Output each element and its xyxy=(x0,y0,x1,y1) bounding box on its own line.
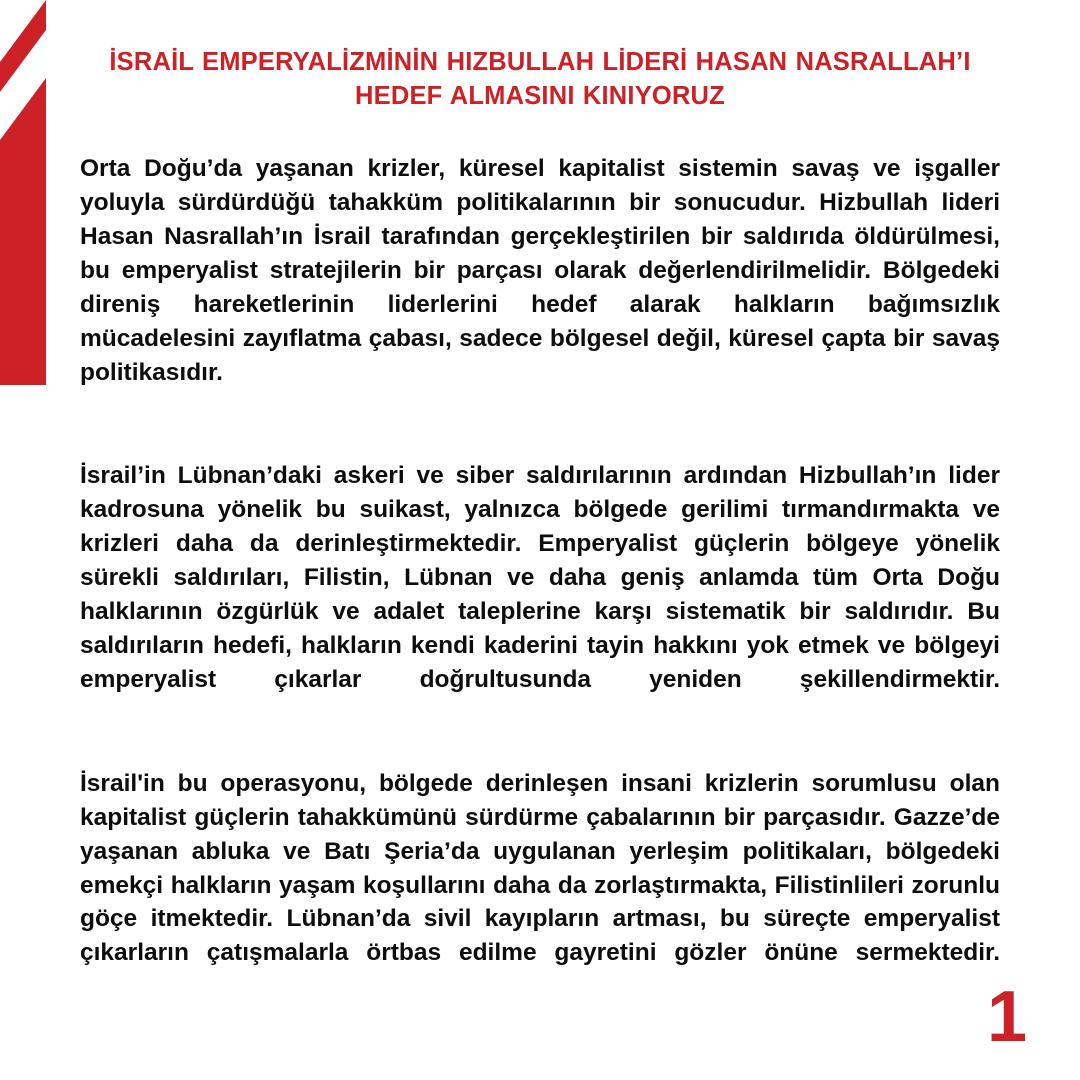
paragraph-2: İsrail’in Lübnan’daki askeri ve siber saldırılarının ardından Hizbullah’ın lider kadrosuna yönelik bu suikast, yalnızca bölgede gerilimi tırmandırmakta ve krizleri daha da derinleştirmektedir. Emperyalist güçlerin bölgeye yönelik sürekli saldırıları, Filistin, Lübnan ve daha geniş anlamda tüm Orta Doğu halklarının özgürlük ve adalet taleplerine karşı sistematik bir saldırıdır. Bu saldırıların hedefi, halkların kendi kaderini tayin hakkını yok etmek ve bölgeyi emperyalist çıkarlar doğrultusunda yeniden şekillendirmektir. xyxy=(80,462,1000,693)
paragraph-1: Orta Doğu’da yaşanan krizler, küresel kapitalist sistemin savaş ve işgaller yoluyla sürdürdüğü tahakküm politikalarının bir sonucudur. Hizbullah lideri Hasan Nasrallah’ın İsrail tarafından gerçekleştirilen bir saldırıda öldürülmesi, bu emperyalist stratejilerin bir parçası olarak değerlendirilmelidir. Bölgedeki direniş hareketlerinin liderlerini hedef alarak halkların bağımsızlık mücadelesini zayıflatma çabası, sadece bölgesel değil, küresel çapta bir savaş politikasıdır. xyxy=(80,155,1000,386)
title-container xyxy=(80,46,1000,114)
page-number: 1 xyxy=(986,976,1026,1057)
red-corner-bar-decoration xyxy=(0,0,46,385)
paragraph-3: İsrail'in bu operasyonu, bölgede derinleşen insani krizlerin sorumlusu olan kapitalist güçlerin tahakkümünü sürdürme çabalarının bir parçasıdır. Gazze’de yaşanan abluka ve Batı Şeria’da uygulanan yerleşim politikaları, bölgedeki emekçi halkların yaşam koşullarını daha da zorlaştırmakta, Filistinlileri zorunlu göçe itmektedir. Lübnan’da sivil kayıpların artması, bu süreçte emperyalist çıkarların çatışmalarla örtbas edilme gayretini gözler önüne sermektedir. xyxy=(80,769,1000,967)
page-title: İSRAİL EMPERYALİZMİNİN HIZBULLAH LİDERİ HASAN NASRALLAH’I HEDEF ALMASINI KINIYORUZ xyxy=(109,48,971,110)
corner-bar-icon xyxy=(0,0,46,385)
body-text-column xyxy=(80,152,1000,1004)
